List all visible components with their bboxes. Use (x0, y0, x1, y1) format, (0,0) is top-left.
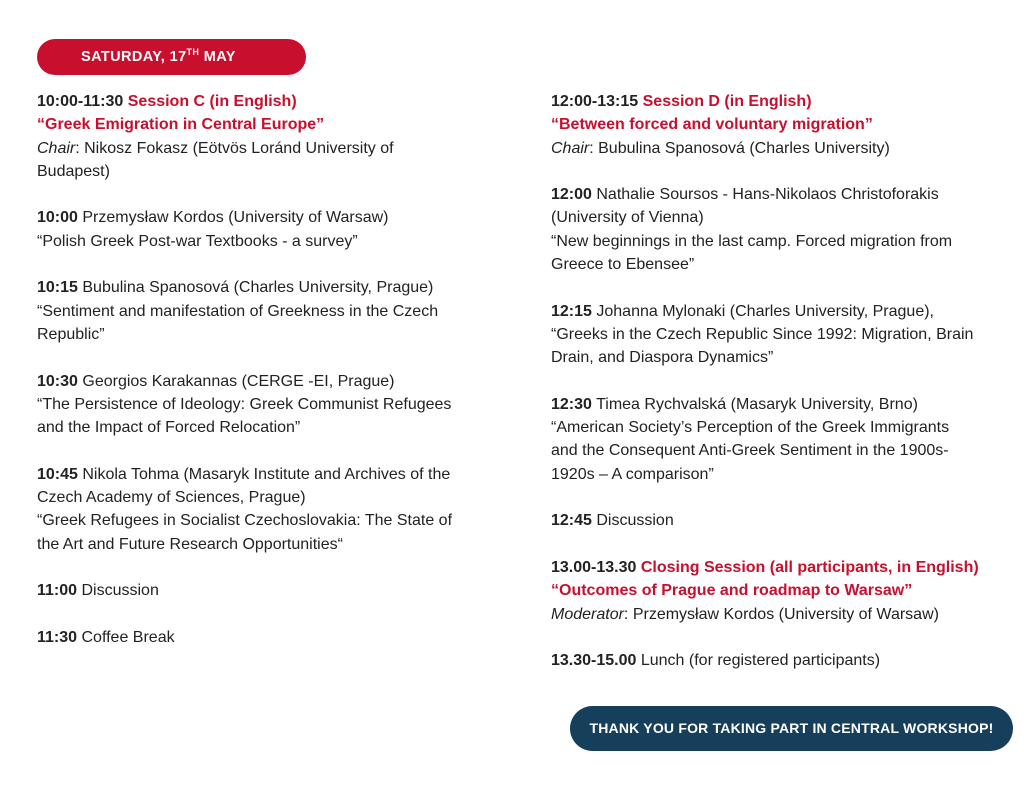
chair-name: : Nikosz Fokasz (Eötvös Loránd University of (75, 139, 394, 157)
session-d-heading (551, 90, 1001, 113)
talk-1030 (37, 370, 492, 440)
speaker-name: Przemysław Kordos (University of Warsaw) (77, 209, 389, 227)
talk-time: 12:15 (551, 302, 592, 320)
talk-speaker (37, 463, 492, 486)
session-time: 12:00-13:15 (551, 93, 639, 110)
talk-title: “Greek Refugees in Socialist Czechoslovakia: The State of (37, 512, 453, 530)
coffee-break-item (37, 626, 492, 649)
session-c-chair-cont: Budapest) (37, 162, 110, 180)
lunch-item (551, 649, 1001, 672)
talk-1045 (37, 463, 492, 556)
talk-speaker (551, 393, 1001, 416)
lunch-block (551, 649, 1001, 672)
talk-time: 10:45 (37, 465, 78, 483)
talk-time: 12:30 (551, 395, 592, 413)
talk-speaker (551, 300, 1001, 323)
closing-moderator (551, 603, 1001, 626)
chair-label: Chair (37, 139, 76, 157)
speaker-affiliation-cont: (University of Vienna) (551, 209, 704, 227)
talk-speaker (37, 276, 492, 299)
talk-1000 (37, 206, 492, 253)
item-time: 13.30-15.00 (551, 652, 637, 670)
talk-1215 (551, 300, 1001, 370)
speaker-name: Nikola Tohma (Masaryk Institute and Archives of the (77, 465, 451, 483)
closing-title: “Outcomes of Prague and roadmap to Warsaw” (551, 582, 913, 600)
session-name: Session D (in English) (638, 93, 812, 110)
session-c-title: “Greek Emigration in Central Europe” (37, 116, 325, 134)
session-d-title: “Between forced and voluntary migration” (551, 116, 873, 134)
speaker-name: Georgios Karakannas (CERGE -EI, Prague) (77, 372, 395, 390)
talk-title: “American Society’s Perception of the Greek Immigrants (551, 419, 950, 437)
speaker-name: Timea Rychvalská (Masaryk University, Brno) (591, 395, 918, 413)
day-ordinal-suffix: TH (186, 47, 200, 57)
session-c-chair (37, 137, 492, 160)
item-time: 11:30 (37, 628, 78, 646)
talk-time: 12:00 (551, 186, 592, 204)
coffee-break-1130 (37, 626, 492, 649)
talk-speaker (551, 183, 1001, 206)
talk-title-cont: Republic” (37, 325, 105, 343)
speaker-name: Bubulina Spanosová (Charles University, Prague) (77, 279, 434, 297)
talk-title: “New beginnings in the last camp. Forced migration from (551, 232, 953, 250)
discussion-1245 (551, 509, 1001, 532)
session-d-chair (551, 137, 1001, 160)
closing-session-block (551, 556, 1001, 626)
discussion-1100 (37, 579, 492, 602)
talk-title-cont: and the Impact of Forced Relocation” (37, 419, 301, 437)
closing-heading (551, 556, 1001, 579)
session-time: 10:00-11:30 (37, 93, 124, 110)
schedule-left-column (37, 90, 492, 672)
item-time: 12:45 (551, 512, 592, 530)
day-label: SATURDAY, 17 (81, 49, 187, 65)
session-name: Session C (in English) (123, 93, 297, 110)
item-label: Discussion (591, 512, 674, 530)
talk-speaker (37, 206, 492, 229)
chair-name: : Bubulina Spanosová (Charles University) (589, 139, 890, 157)
item-label: Coffee Break (77, 628, 175, 646)
talk-title-cont: 1920s – A comparison” (551, 465, 714, 483)
talk-title: “Sentiment and manifestation of Greekness in the Czech (37, 302, 439, 320)
talk-time: 10:30 (37, 372, 78, 390)
schedule-right-column (551, 90, 1001, 696)
speaker-affiliation-cont: Czech Academy of Sciences, Prague) (37, 489, 306, 507)
talk-time: 10:00 (37, 209, 78, 227)
item-label: Lunch (for registered participants) (636, 652, 881, 670)
discussion-item (551, 509, 1001, 532)
day-banner (37, 39, 306, 75)
session-c-heading (37, 90, 492, 113)
talk-title: “Greeks in the Czech Republic Since 1992: Migration, Brain (551, 325, 974, 343)
talk-title: “Polish Greek Post-war Textbooks - a survey” (37, 232, 358, 250)
talk-title-cont: Greece to Ebensee” (551, 256, 695, 274)
talk-title-cont: Drain, and Diaspora Dynamics” (551, 349, 774, 367)
talk-title-cont: the Art and Future Research Opportunities“ (37, 535, 343, 553)
speaker-name: Johanna Mylonaki (Charles University, Prague), (591, 302, 934, 320)
moderator-label: Moderator (551, 605, 624, 623)
talk-1230 (551, 393, 1001, 486)
day-month: MAY (199, 49, 236, 65)
session-time: 13.00-13.30 (551, 558, 637, 576)
session-d-block (551, 90, 1001, 160)
talk-title: “The Persistence of Ideology: Greek Communist Refugees (37, 395, 452, 413)
talk-1200 (551, 183, 1001, 276)
talk-speaker (37, 370, 492, 393)
talk-time: 10:15 (37, 279, 78, 297)
session-name: Closing Session (all participants, in English) (636, 558, 979, 576)
thank-you-banner: THANK YOU FOR TAKING PART IN CENTRAL WORKSHOP! (570, 706, 1013, 751)
moderator-name: : Przemysław Kordos (University of Warsaw) (623, 605, 939, 623)
item-time: 11:00 (37, 582, 78, 600)
chair-label: Chair (551, 139, 590, 157)
session-c-block (37, 90, 492, 183)
speaker-name: Nathalie Soursos - Hans-Nikolaos Christoforakis (591, 186, 939, 204)
item-label: Discussion (77, 582, 159, 600)
talk-title-cont: and the Consequent Anti-Greek Sentiment in the 1900s- (551, 442, 949, 460)
discussion-item (37, 579, 492, 602)
talk-1015 (37, 276, 492, 346)
